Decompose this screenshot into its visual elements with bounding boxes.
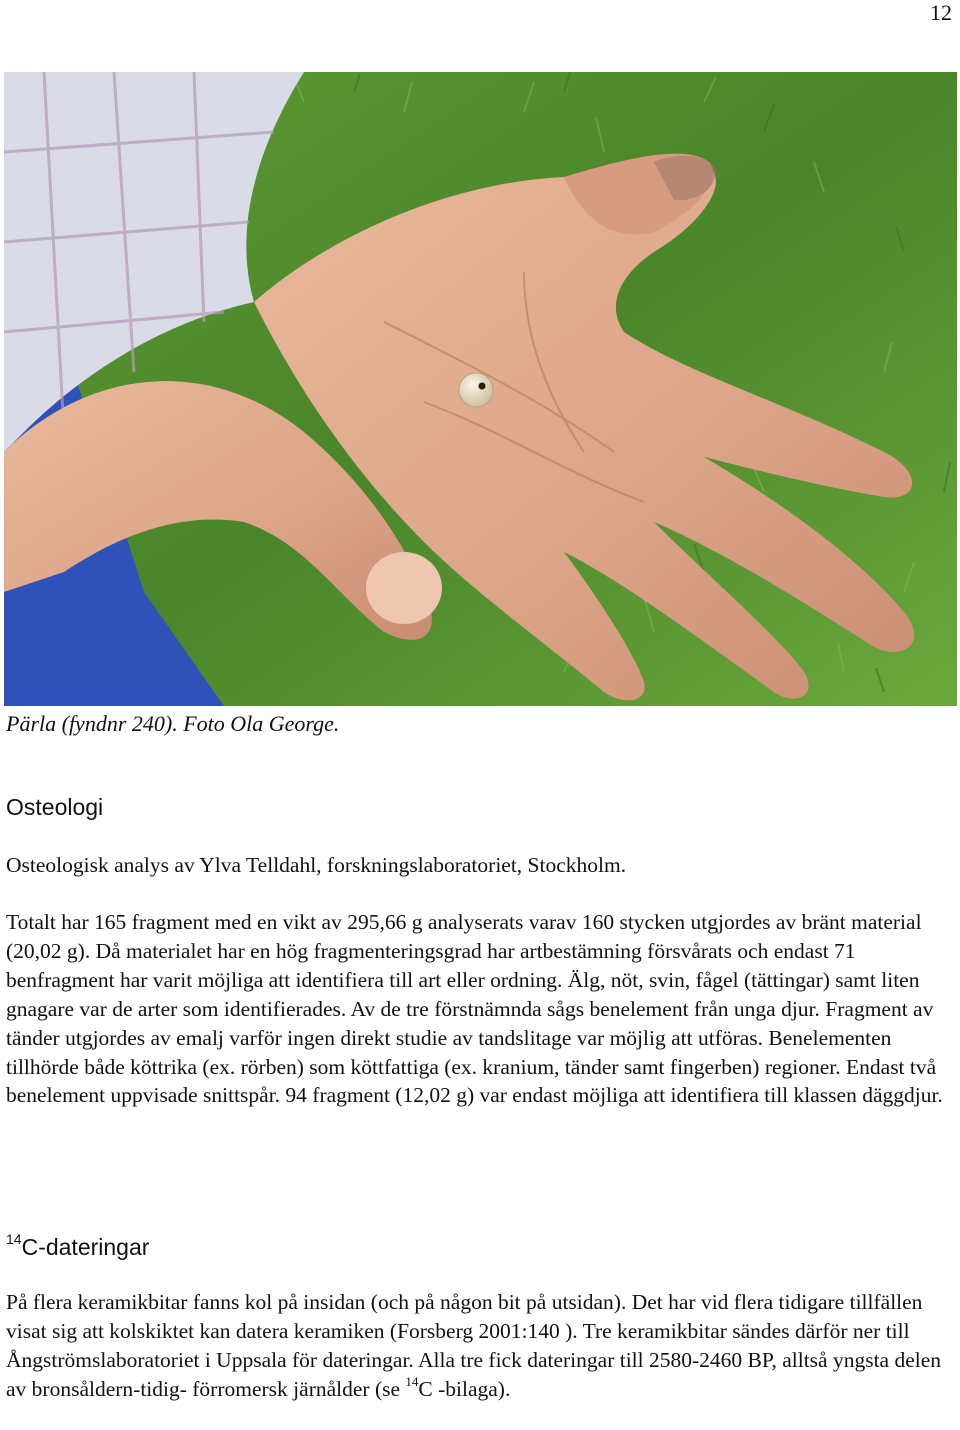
section-heading-osteologi: Osteologi — [6, 794, 104, 820]
page-number: 12 — [930, 0, 952, 25]
heading-text: C-dateringar — [21, 1234, 150, 1260]
figure-caption: Pärla (fyndnr 240). Foto Ola George. — [6, 711, 340, 736]
osteology-body-paragraph: Totalt har 165 fragment med en vikt av 295,66 g analyserats varav 160 stycken utgjordes av bränt material (20,02 g). Då materialet har en hög fragmenteringsgrad har artbestämning försvårats och endast 71 benfragment har varit möjliga att identifiera till art eller ordning. Älg, nöt, svin, fågel (tättingar) samt liten gnagare var de arter som identifierades. Av de tre förstnämnda sågs benelement från unga djur. Fragment av tänder utgjordes av emalj varför ingen direkt studie av tandslitage var möjlig att utföras. Benelementen tillhörde både köttrika (ex. rörben) som köttfattiga (ex. kranium, tänder samt fingerben) regioner. Endast två benelement uppvisade snittspår. 94 fragment (12,02 g) var endast möjliga att identifiera till klassen däggdjur. — [6, 910, 943, 1108]
c14-body-end: C -bilaga). — [418, 1376, 511, 1401]
osteology-intro-paragraph: Osteologisk analys av Ylva Telldahl, forskningslaboratoriet, Stockholm. — [6, 853, 627, 877]
c14-body-paragraph — [6, 1288, 951, 1404]
heading-superscript: 14 — [6, 1231, 22, 1247]
photo-illustration — [4, 72, 957, 706]
section-heading-c14-dateringar — [6, 1224, 149, 1262]
c14-body-main: På flera keramikbitar fanns kol på insidan (och på någon bit på utsidan). Det har vid flera tidigare tillfällen visat sig att kolskiktet kan datera keramiken (Forsberg 2001:140 ). Tre keramikbitar sändes därför ner till Ångströmslaboratoriet i Uppsala för dateringar. Alla tre fick dateringar till 2580-2460 BP, alltså yngsta delen av bronsåldern-tidig- förromersk järnålder (se — [6, 1290, 942, 1401]
bead-in-palm-photo — [4, 72, 957, 706]
c14-body-superscript: 14 — [405, 1373, 419, 1389]
